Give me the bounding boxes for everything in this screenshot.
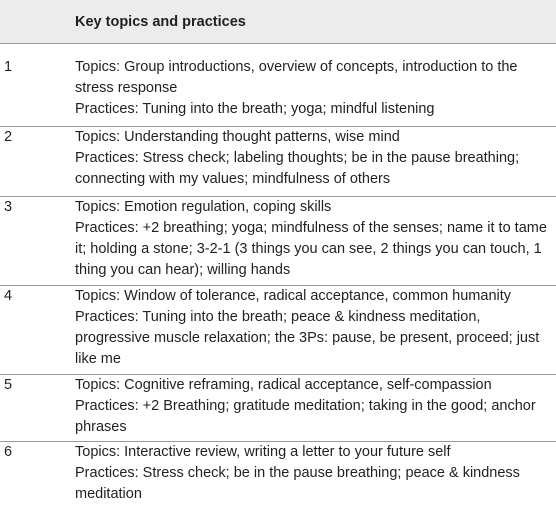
session-content <box>75 57 553 120</box>
session-practices: Practices: +2 Breathing; gratitude meditation; taking in the good; anchor phrases <box>75 398 536 435</box>
column-header-key-topics: Key topics and practices <box>75 14 246 30</box>
session-number: 1 <box>4 59 13 75</box>
session-number: 5 <box>4 377 13 393</box>
session-content <box>75 442 553 505</box>
session-number: 6 <box>4 444 13 460</box>
session-topics: Topics: Interactive review, writing a letter to your future self <box>75 444 451 460</box>
table-row <box>0 442 556 504</box>
table-header <box>0 0 556 44</box>
session-content <box>75 375 553 438</box>
table-row <box>0 286 556 375</box>
session-practices: Practices: Stress check; be in the pause breathing; peace & kindness meditation <box>75 465 520 502</box>
session-topics: Topics: Understanding thought patterns, wise mind <box>75 129 400 145</box>
session-number: 2 <box>4 129 13 145</box>
session-practices: Practices: +2 breathing; yoga; mindfulness of the senses; name it to tame it; holding a stone; 3-2-1 (3 things you can see, 2 things you can touch, 1 thing you can hear); willing hands <box>75 220 547 278</box>
session-number: 4 <box>4 288 13 304</box>
session-practices: Practices: Tuning into the breath; peace & kindness meditation, progressive muscle relaxation; the 3Ps: pause, be present, proceed; just like me <box>75 309 540 367</box>
table-row <box>0 197 556 286</box>
session-content <box>75 127 553 190</box>
session-topics: Topics: Window of tolerance, radical acceptance, common humanity <box>75 288 512 304</box>
session-number: 3 <box>4 199 13 215</box>
session-practices: Practices: Tuning into the breath; yoga; mindful listening <box>75 101 435 117</box>
session-content <box>75 286 553 370</box>
table-row <box>0 52 556 127</box>
table-row <box>0 375 556 442</box>
session-topics: Topics: Cognitive reframing, radical acceptance, self-compassion <box>75 377 492 393</box>
session-practices: Practices: Stress check; labeling thoughts; be in the pause breathing; connecting with my values; mindfulness of others <box>75 150 520 187</box>
session-content <box>75 197 553 281</box>
table-row <box>0 127 556 197</box>
session-topics: Topics: Emotion regulation, coping skills <box>75 199 332 215</box>
session-topics: Topics: Group introductions, overview of concepts, introduction to the stress response <box>75 59 518 96</box>
